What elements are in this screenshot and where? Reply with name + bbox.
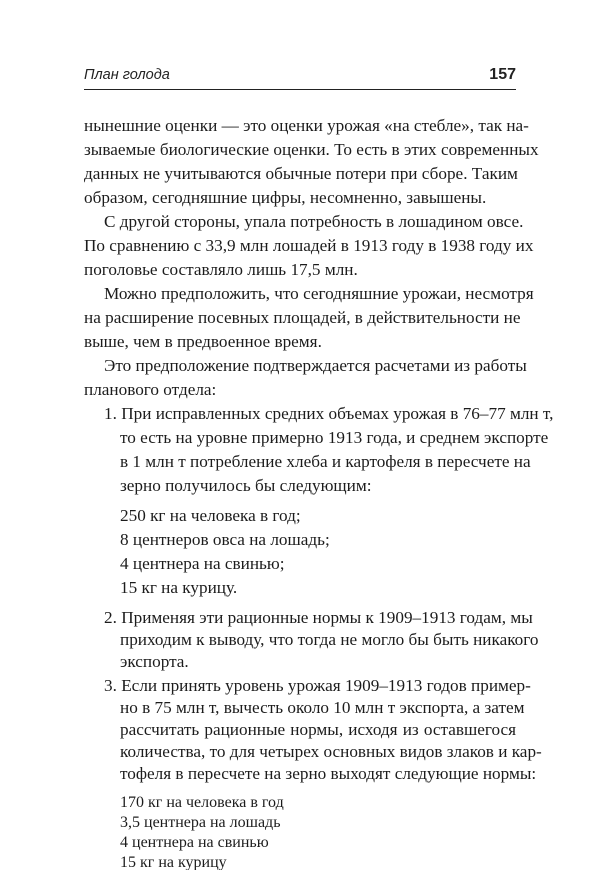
text-line: Это предположение подтверждается расчетами из работы <box>104 356 527 375</box>
list-item-line: в 1 млн т потребление хлеба и картофеля в пересчете на <box>120 452 531 471</box>
list-item-line: 1. При исправленных средних объемах урожая в 76–77 млн т, <box>104 404 554 423</box>
norm-line: 4 центнера на свинью; <box>120 554 285 573</box>
text-line: Можно предположить, что сегодняшние урожаи, несмотря <box>104 284 534 303</box>
text-line: нынешние оценки — это оценки урожая «на стебле», так на- <box>84 116 529 135</box>
norm-line: 3,5 центнера на лошадь <box>120 814 281 831</box>
norm-line: 15 кг на курицу <box>120 854 227 870</box>
norm-line: 250 кг на человека в год; <box>120 506 301 525</box>
list-item-line: но в 75 млн т, вычесть около 10 млн т экспорта, а затем <box>120 698 525 717</box>
norm-line: 15 кг на курицу. <box>120 578 238 597</box>
page-number: 157 <box>489 66 516 83</box>
list-item-line: количества, то для четырех основных видов злаков и кар- <box>120 742 542 761</box>
text-line: планового отдела: <box>84 380 217 399</box>
list-item-line: рассчитать рационные нормы, исходя из оставшегося <box>120 720 516 739</box>
page-header <box>84 66 516 90</box>
text-line: С другой стороны, упала потребность в лошадином овсе. <box>104 212 524 231</box>
text-line: на расширение посевных площадей, в действительности не <box>84 308 521 327</box>
list-item-line: 2. Применяя эти рационные нормы к 1909–1913 годам, мы <box>104 608 533 627</box>
list-item-line: тофеля в пересчете на зерно выходят следующие нормы: <box>120 764 537 783</box>
text-line: поголовье составляло лишь 17,5 млн. <box>84 260 358 279</box>
text-line: По сравнению с 33,9 млн лошадей в 1913 году в 1938 году их <box>84 236 534 255</box>
text-line: зываемые биологические оценки. То есть в этих современных <box>84 140 539 159</box>
norm-line: 170 кг на человека в год <box>120 794 284 811</box>
text-line: данных не учитываются обычные потери при сборе. Таким <box>84 164 518 183</box>
list-item-line: экспорта. <box>120 652 189 671</box>
norm-line: 8 центнеров овса на лошадь; <box>120 530 330 549</box>
list-item-line: зерно получилось бы следующим: <box>120 476 372 495</box>
text-line: образом, сегодняшние цифры, несомненно, завышены. <box>84 188 487 207</box>
running-title: План голода <box>84 67 170 83</box>
list-item-line: приходим к выводу, что тогда не могло бы быть никакого <box>120 630 539 649</box>
list-item-line: 3. Если принять уровень урожая 1909–1913 годов пример- <box>104 676 531 695</box>
list-item-line: то есть на уровне примерно 1913 года, и среднем экспорте <box>120 428 549 447</box>
text-line: выше, чем в предвоенное время. <box>84 332 322 351</box>
norm-line: 4 центнера на свинью <box>120 834 269 851</box>
